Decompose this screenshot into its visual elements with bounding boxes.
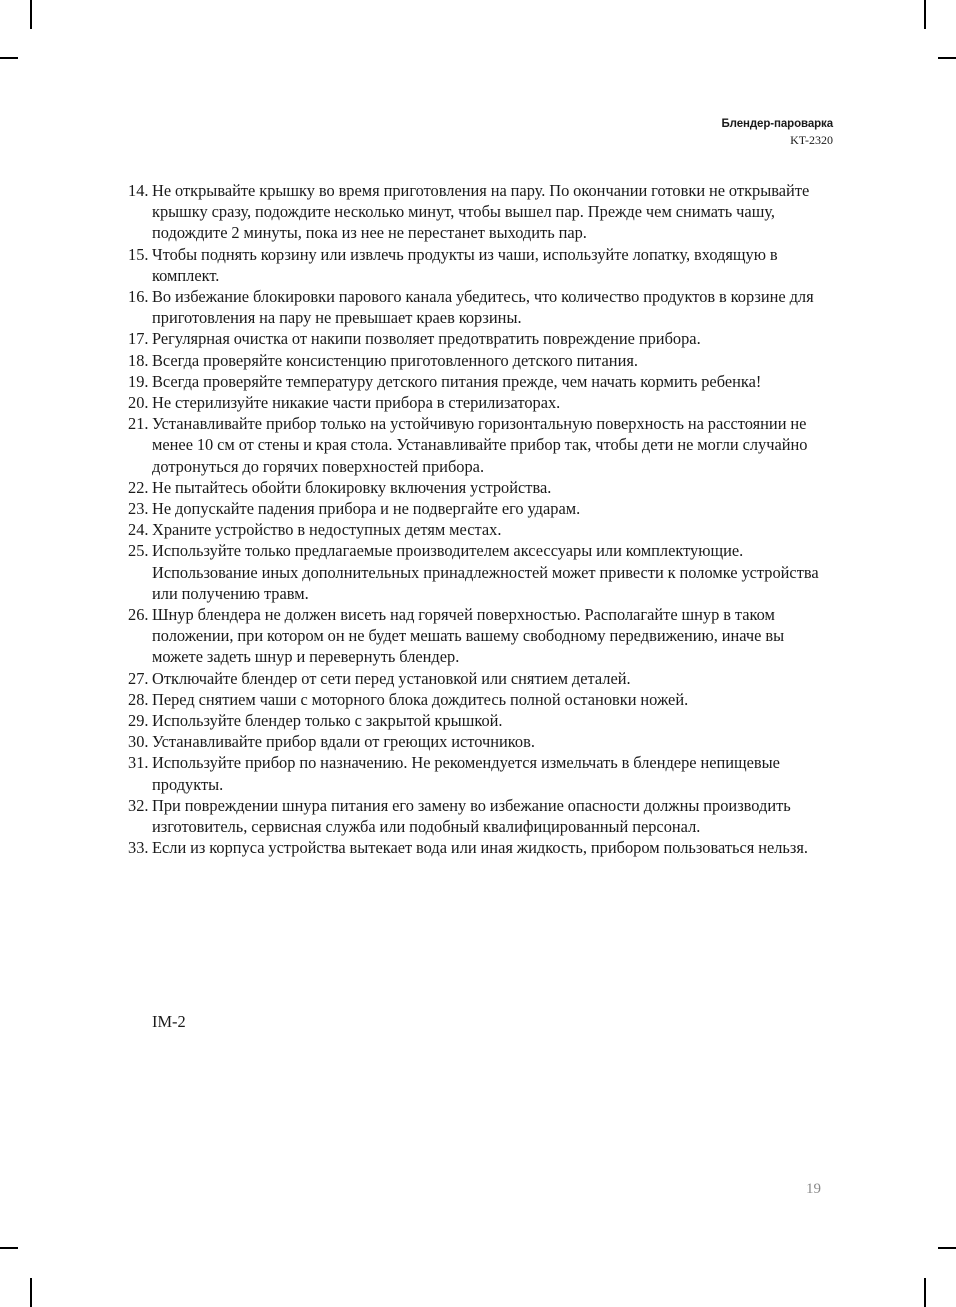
list-item-text: Перед снятием чаши с моторного блока дождитесь полной остановки ножей. [152,689,689,709]
list-item-text: При повреждении шнура питания его замену во избежание опасности должны производить изготовитель, сервисная служба или подобный квалифицированный персонал. [152,795,791,837]
list-item [128,752,835,794]
list-item [128,498,835,519]
list-item [128,795,835,837]
list-item-text: Чтобы поднять корзину или извлечь продукты из чаши, используйте лопатку, входящую в комплект. [152,244,778,285]
list-item [128,371,835,392]
list-item-text: Не пытайтесь обойти блокировку включения устройства. [152,477,552,497]
list-item-text: Всегда проверяйте температуру детского питания прежде, чем начать кормить ребенка! [152,371,762,391]
list-item-number: 19. [128,371,149,391]
list-item-number: 27. [128,668,149,688]
list-item-text: Регулярная очистка от накипи позволяет предотвратить повреждение прибора. [152,329,701,349]
list-item-number: 21. [128,414,149,434]
list-item [128,668,835,689]
list-item-text: Если из корпуса устройства вытекает вода или иная жидкость, прибором пользоваться нельзя. [152,838,809,858]
list-item-number: 16. [128,287,149,307]
list-item [128,350,835,371]
list-item [128,244,835,286]
list-item-text: Не открывайте крышку во время приготовления на пару. По окончании готовки не открывайте крышку сразу, подождите несколько минут, чтобы вышел пар. Прежде чем снимать чашу, подождите 2 минуты, пока из нее не перестанет выходить пар. [152,181,810,243]
list-item-number: 26. [128,605,149,625]
list-item-number: 25. [128,541,149,561]
list-item [128,180,835,244]
list-item-number: 24. [128,520,149,540]
list-item [128,710,835,731]
header-model-code: KT-2320 [790,133,833,147]
list-item-number: 29. [128,711,149,731]
list-item-number: 14. [128,181,149,200]
list-item-text: Шнур блендера не должен висеть над горячей поверхностью. Располагайте шнур в таком положении, при котором он не будет мешать вашему свободному передвижению, иначе вы можете задеть шнур и перевернуть блендер. [152,605,785,667]
list-item-text: Всегда проверяйте консистенцию приготовленного детского питания. [152,350,638,370]
list-item-text: Устанавливайте прибор только на устойчивую горизонтальную поверхность на расстоянии не менее 10 см от стены и края стола. Устанавливайте прибор так, чтобы дети не могли случайно дотронуться до горячих поверхностей прибора. [152,414,808,476]
list-item [128,392,835,413]
list-item [128,519,835,540]
list-item-text: Используйте блендер только с закрытой крышкой. [152,711,503,731]
list-item [128,604,835,668]
list-item [128,540,835,604]
list-item-number: 30. [128,732,149,752]
crop-mark-bottom-right-vertical [924,1278,926,1307]
list-item-number: 18. [128,350,149,370]
list-item [128,837,835,858]
list-item [128,413,835,477]
list-item [128,477,835,498]
list-item [128,286,835,328]
crop-mark-top-left-vertical [30,0,32,29]
list-item-text: Используйте только предлагаемые производителем аксессуары или комплектующие. Использование иных дополнительных принадлежностей может привести к поломке устройства или получению травм. [152,541,819,603]
list-item-number: 28. [128,689,149,709]
list-item-number: 33. [128,838,149,858]
list-item-text: Не допускайте падения прибора и не подвергайте его ударам. [152,499,581,519]
list-item-number: 32. [128,795,149,815]
list-item-number: 17. [128,329,149,349]
list-item-number: 15. [128,244,149,264]
list-item-text: Храните устройство в недоступных детям местах. [152,520,502,540]
header-product-name: Блендер-пароварка [721,118,833,130]
list-item-text: Используйте прибор по назначению. Не рекомендуется измельчать в блендере непищевые продукты. [152,753,780,794]
crop-mark-bottom-left-vertical [30,1278,32,1307]
list-item [128,328,835,349]
list-item-number: 31. [128,753,149,773]
crop-mark-top-left-horizontal [0,57,18,59]
list-item [128,689,835,710]
crop-mark-bottom-left-horizontal [0,1247,18,1249]
page-number: 19 [806,1181,821,1197]
list-item [128,731,835,752]
list-item-text: Не стерилизуйте никакие части прибора в стерилизаторах. [152,393,561,413]
list-item-text: Отключайте блендер от сети перед установкой или снятием деталей. [152,668,631,688]
list-item-text: Устанавливайте прибор вдали от греющих источников. [152,732,535,752]
list-item-number: 23. [128,499,149,519]
list-item-number: 22. [128,477,149,497]
running-header [722,117,834,148]
crop-mark-top-right-horizontal [938,57,956,59]
form-code: IM-2 [152,1012,186,1031]
list-item-text: Во избежание блокировки парового канала убедитесь, что количество продуктов в корзине для приготовления на пару не превышает краев корзины. [152,287,814,328]
safety-instructions-list [128,180,835,859]
crop-mark-top-right-vertical [924,0,926,29]
crop-mark-bottom-right-horizontal [938,1247,956,1249]
list-item-number: 20. [128,393,149,413]
